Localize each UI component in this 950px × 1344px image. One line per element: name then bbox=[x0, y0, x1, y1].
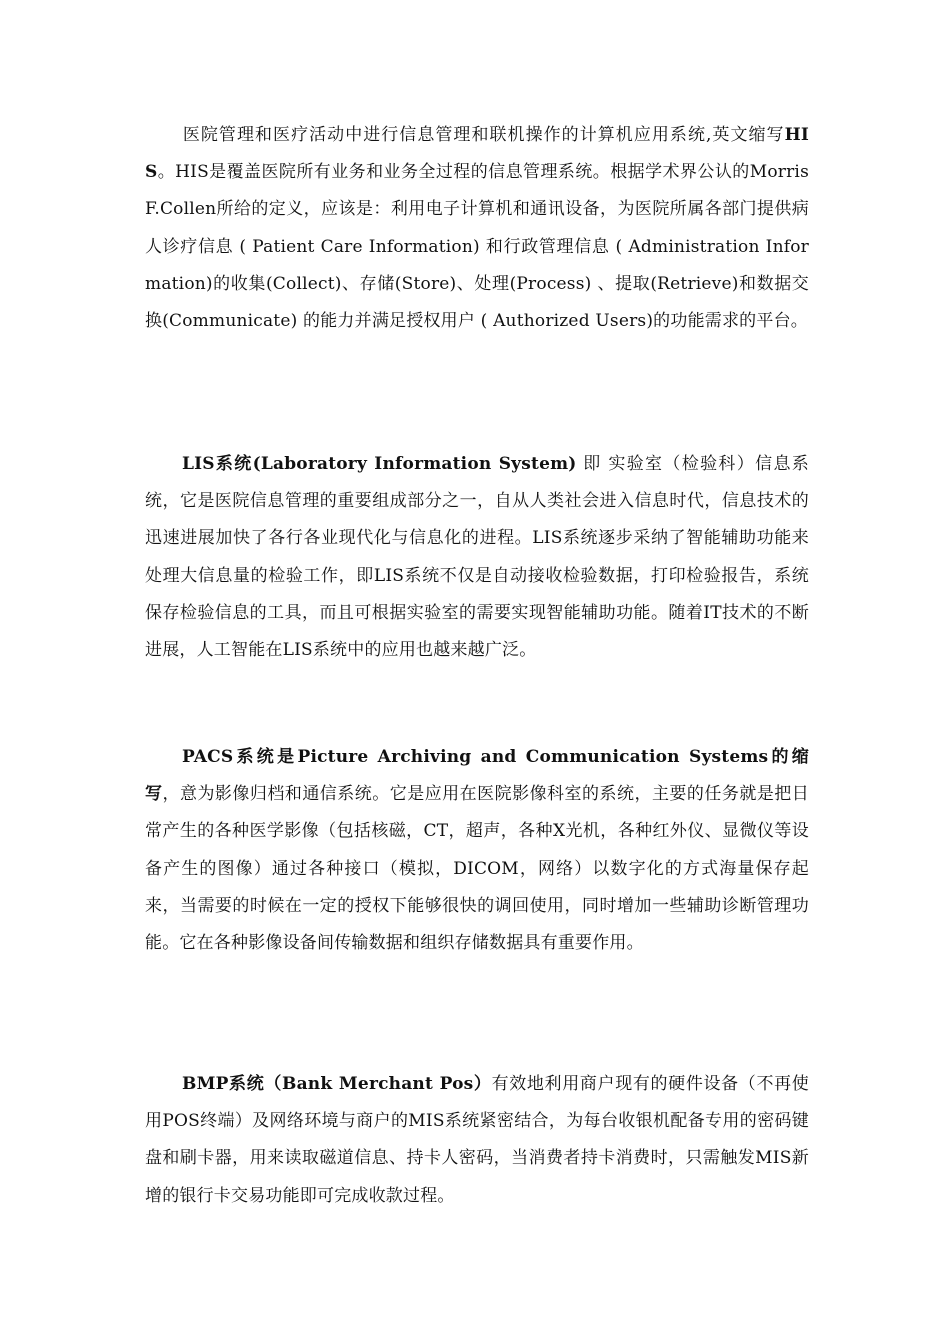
pacs-term: PACS系统是Picture Archiving and Communication Systems的缩写 bbox=[145, 747, 809, 805]
lis-term: LIS系统(Laboratory Information System) bbox=[182, 454, 577, 474]
paragraph-his bbox=[145, 117, 809, 340]
paragraph-bmp bbox=[145, 1066, 809, 1215]
his-term: HIS bbox=[145, 125, 809, 183]
his-intro-text: 医院管理和医疗活动中进行信息管理和联机操作的计算机应用系统,英文缩写 bbox=[182, 125, 785, 145]
bmp-term: BMP系统（Bank Merchant Pos） bbox=[182, 1074, 492, 1094]
lis-body-text: 即 实验室（检验科）信息系统，它是医院信息管理的重要组成部分之一，自从人类社会进入信息时代，信息技术的迅速进展加快了各行各业现代化与信息化的进程。LIS系统逐步采纳了智能辅助功能来处理大信息量的检验工作，即LIS系统不仅是自动接收检验数据，打印检验报告，系统保存检验信息的工具，而且可根据实验室的需要实现智能辅助功能。随着IT技术的不断进展，人工智能在LIS系统中的应用也越来越广泛。 bbox=[145, 454, 810, 661]
pacs-body-text: ，意为影像归档和通信系统。它是应用在医院影像科室的系统，主要的任务就是把日常产生的各种医学影像（包括核磁，CT，超声，各种X光机，各种红外仪、显微仪等设备产生的图像）通过各种接口（模拟，DICOM，网络）以数字化的方式海量保存起来，当需要的时候在一定的授权下能够很快的调回使用，同时增加一些辅助诊断管理功能。它在各种影像设备间传输数据和组织存储数据具有重要作用。 bbox=[145, 784, 809, 954]
bmp-body-text: 有效地利用商户现有的硬件设备（不再使用POS终端）及网络环境与商户的MIS系统紧密结合，为每台收银机配备专用的密码键盘和刷卡器，用来读取磁道信息、持卡人密码，当消费者持卡消费时，只需触发MIS新增的银行卡交易功能即可完成收款过程。 bbox=[145, 1074, 809, 1206]
paragraph-pacs bbox=[145, 739, 809, 962]
his-body-text: 。HIS是覆盖医院所有业务和业务全过程的信息管理系统。根据学术界公认的MorrisF.Collen所给的定义，应该是：利用电子计算机和通讯设备，为医院所属各部门提供病人诊疗信息 ( Patient Care Information) 和行政管理信息 ( Administration Information)的收集(Collect)、存储(Store)、处理(Process) 、提取(Retrieve)和数据交换(Communicate) 的能力并满足授权用户 ( Authorized Users)的功能需求的平台。 bbox=[145, 162, 809, 332]
paragraph-lis bbox=[145, 446, 809, 669]
